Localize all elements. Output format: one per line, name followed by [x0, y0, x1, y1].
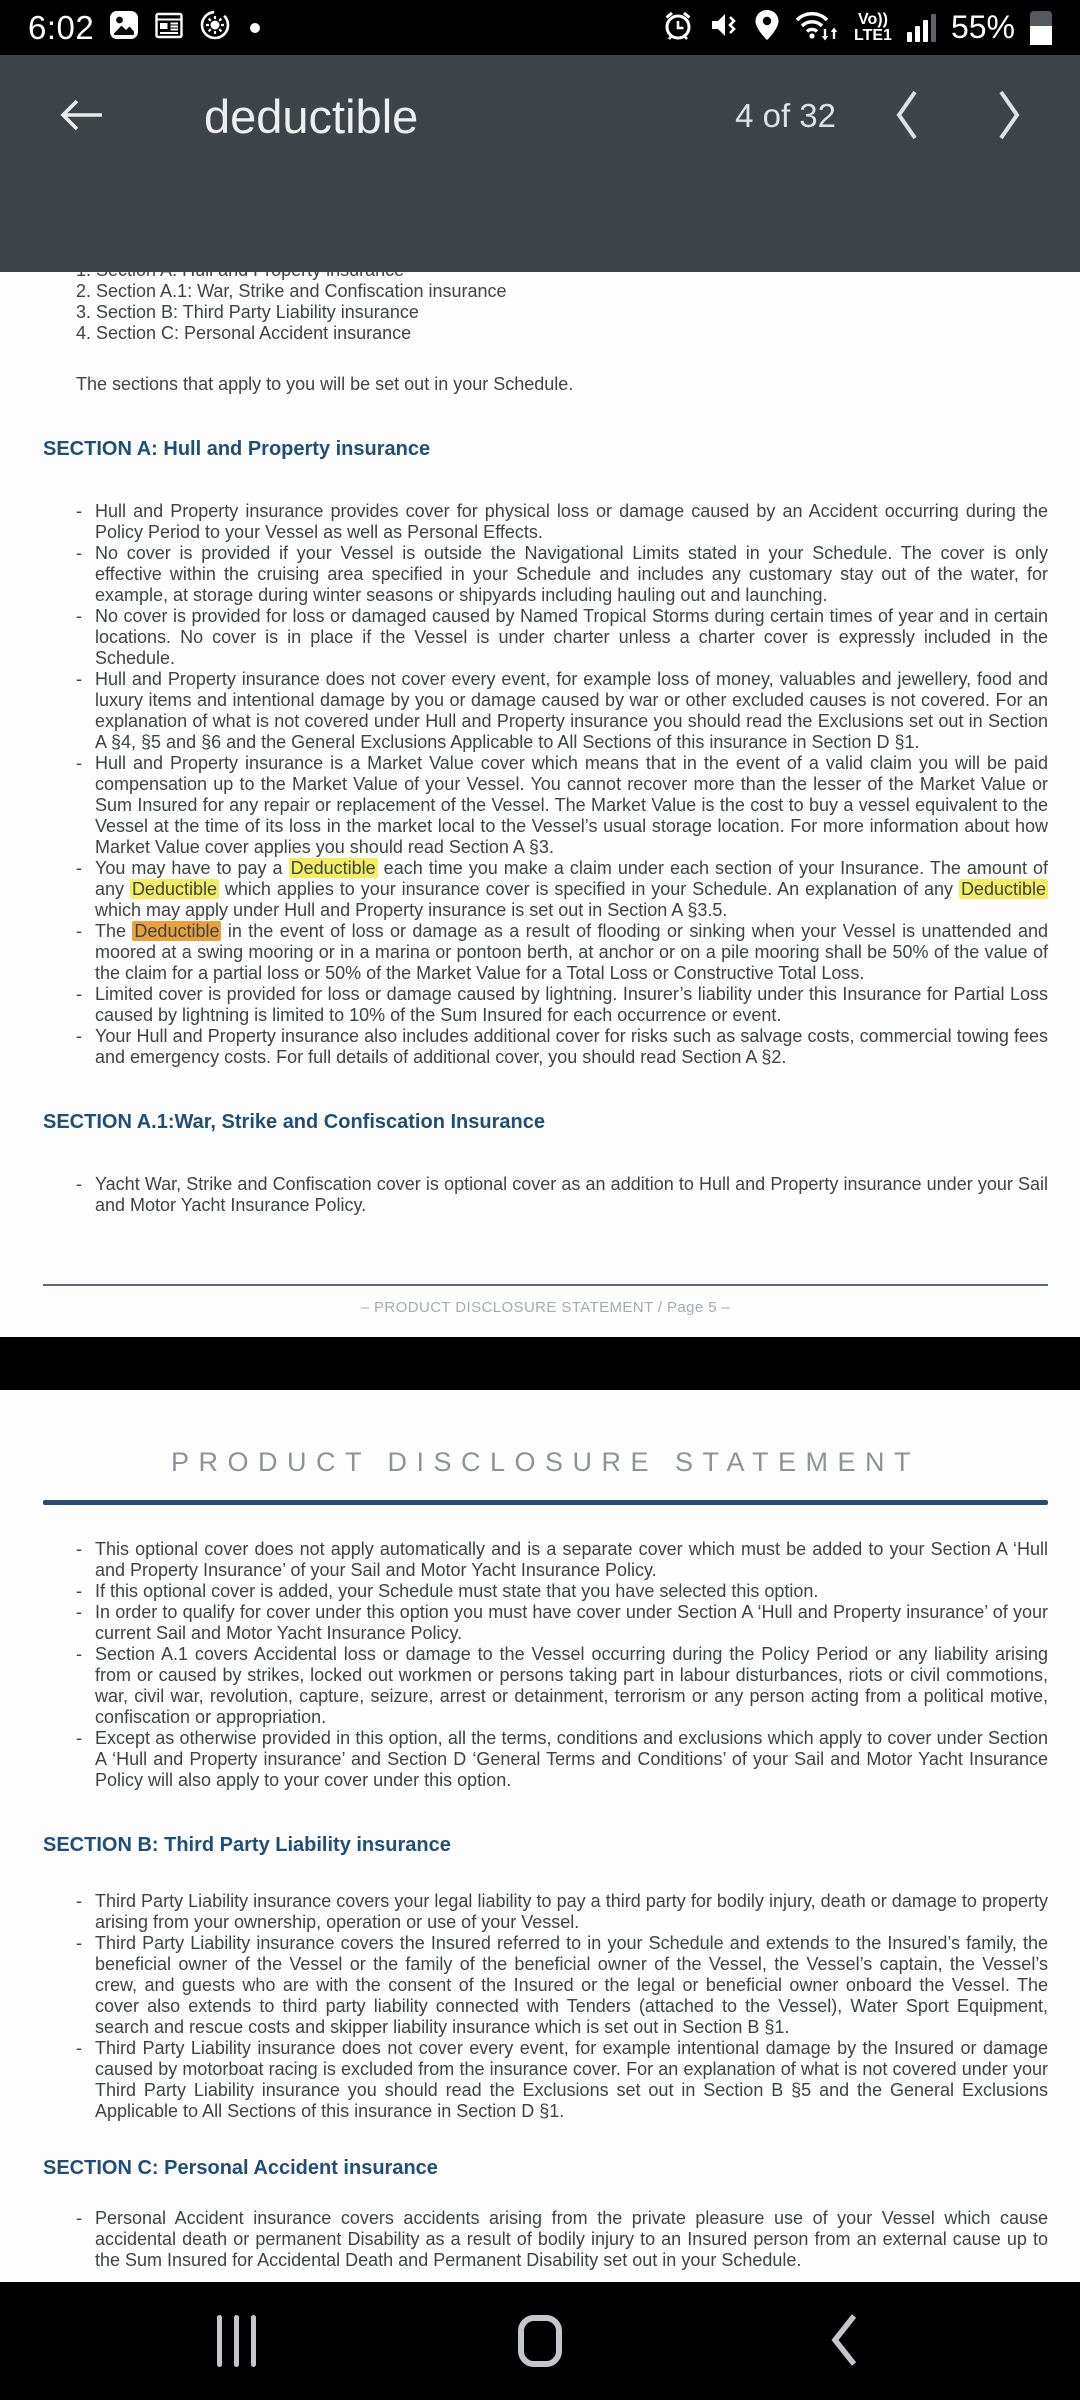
page-separator	[0, 1337, 1080, 1390]
bullet-text	[95, 1891, 1048, 1933]
bullet-text	[95, 1728, 1048, 1791]
text-segment: which applies to your insurance cover is specified in your Schedule. An explanation of any	[219, 879, 959, 899]
bullet-item	[76, 984, 1048, 1026]
numbered-list	[76, 260, 1048, 344]
bullet-text	[95, 2208, 1048, 2271]
recents-icon	[217, 2315, 256, 2367]
bullet-text	[95, 1174, 1048, 1216]
bullet-text	[95, 753, 1048, 858]
text-segment: If this optional cover is added, your Schedule must state that you have selected this option.	[95, 1581, 819, 1601]
search-toolbar	[0, 55, 1080, 272]
bullet-item	[76, 606, 1048, 669]
text-segment: in the event of loss or damage as a result of flooding or sinking when your Vessel is unattended and moored at a swing mooring or in a marina or pontoon berth, at anchor or on a pile mooring shall be 50% of the value of the claim for a partial loss or 50% of the Market Value for a Total Loss or Constructive Total Loss.	[95, 921, 1048, 983]
bullet-text	[95, 501, 1048, 543]
footer-rule	[43, 1284, 1048, 1286]
search-hit-yellow: Deductible	[960, 879, 1046, 899]
bullet-dash: -	[76, 1891, 82, 1911]
navigation-bar	[0, 2282, 1080, 2400]
back-button[interactable]	[58, 97, 104, 136]
bullet-item	[76, 1026, 1048, 1068]
status-bar-right	[662, 7, 1052, 48]
bullet-text	[95, 543, 1048, 606]
bullet-dash: -	[76, 1728, 82, 1748]
bullet-dash: -	[76, 1174, 82, 1194]
search-hit-yellow: Deductible	[290, 858, 376, 878]
signal-strength-icon	[907, 14, 936, 42]
chevron-right-icon	[996, 88, 1022, 145]
bullet-item	[76, 753, 1048, 858]
next-result-button[interactable]	[996, 88, 1022, 145]
bullet-item	[76, 543, 1048, 606]
bullet-item	[76, 921, 1048, 984]
section-heading: SECTION B: Third Party Liability insurance	[43, 1834, 451, 1856]
text-segment: Except as otherwise provided in this option, all the terms, conditions and exclusions which apply to cover under Section A ‘Hull and Property insurance’ and Section D ‘General Terms and Conditions’ of your Sail and Motor Yacht Insurance Policy will also apply to your cover under this option.	[95, 1728, 1048, 1790]
alarm-icon	[662, 9, 694, 46]
title-rule	[43, 1500, 1048, 1505]
search-hit-orange: Deductible	[134, 921, 220, 941]
text-segment: Third Party Liability insurance does not cover every event, for example intentional damage by the Insured or damage caused by motorboat racing is excluded from the insurance cover. For an explanation of what is not covered under your Third Party Liability insurance you should read the Exclusions set out in Section B §5 and the General Exclusions Applicable to All Sections of this insurance in Section D §1.	[95, 2038, 1048, 2121]
document-title: PRODUCT DISCLOSURE STATEMENT	[170, 1447, 921, 1477]
status-bar	[0, 0, 1080, 55]
bullet-list	[76, 501, 1048, 1068]
bullet-dash: -	[76, 669, 82, 689]
section-heading: SECTION A.1:War, Strike and Confiscation Insurance	[43, 1111, 545, 1133]
numbered-item: 4. Section C: Personal Accident insurance	[76, 323, 412, 343]
text-segment: You may have to pay a	[95, 858, 289, 878]
numbered-item: 3. Section B: Third Party Liability insurance	[76, 302, 419, 322]
search-hit-yellow: Deductible	[131, 879, 217, 899]
footer-text: – PRODUCT DISCLOSURE STATEMENT / Page 5 –	[360, 1299, 731, 1316]
text-segment: No cover is provided for loss or damaged caused by Named Tropical Storms during certain times of year and in certain locations. No cover is in place if the Vessel is under charter unless a charter cover is expressly included in the Schedule.	[95, 606, 1048, 668]
bullet-item	[76, 1644, 1048, 1728]
gallery-icon	[109, 10, 139, 45]
battery-icon	[1030, 11, 1052, 45]
battery-percent: 55%	[950, 9, 1015, 45]
text-segment: Yacht War, Strike and Confiscation cover is optional cover as an addition to Hull and Property insurance under your Sail and Motor Yacht Insurance Policy.	[95, 1174, 1048, 1215]
text-segment: Hull and Property insurance provides cover for physical loss or damage caused by an Accident occurring during the Policy Period to your Vessel as well as Personal Effects.	[95, 501, 1048, 542]
bullet-text	[95, 1933, 1048, 2038]
bullet-item	[76, 1174, 1048, 1216]
arrow-left-icon	[58, 97, 104, 136]
pdf-page-6	[0, 1390, 1080, 2282]
bullet-dash: -	[76, 1933, 82, 1953]
search-query[interactable]: deductible	[204, 89, 419, 143]
bullet-dash: -	[76, 1602, 82, 1622]
bullet-dash: -	[76, 984, 82, 1004]
bullet-item	[76, 2208, 1048, 2271]
bullet-item	[76, 1539, 1048, 1581]
bullet-dash: -	[76, 858, 82, 878]
bullet-dash: -	[76, 606, 82, 626]
status-bar-left	[28, 9, 260, 47]
bullet-item	[76, 1933, 1048, 2038]
bullet-text	[95, 669, 1048, 753]
bullet-dash: -	[76, 753, 82, 773]
bullet-text	[95, 1644, 1048, 1728]
bullet-text	[95, 2038, 1048, 2122]
volte-top-label: Vo))	[858, 10, 888, 28]
bullet-text	[95, 1539, 1048, 1581]
text-segment: No cover is provided if your Vessel is outside the Navigational Limits stated in your Schedule. The cover is only effective within the cruising area specified in your Schedule and includes any customary stay out of the water, for example, at storage during winter seasons or shipyards including hauling out and launching.	[95, 543, 1048, 605]
bullet-text	[95, 606, 1048, 669]
bullet-text	[95, 1581, 1048, 1602]
bullet-item	[76, 1728, 1048, 1791]
text-segment: Hull and Property insurance does not cover every event, for example loss of money, valuables and jewellery, food and luxury items and intentional damage by you or damage caused by war or other excluded causes is not covered. For an explanation of what is not covered under Hull and Property insurance you should read the Exclusions set out in Section A §4, §5 and §6 and the General Exclusions Applicable to All Sections of this insurance in Section D §1.	[95, 669, 1048, 752]
search-result-count: 4 of 32	[735, 97, 836, 134]
bullet-list	[76, 1891, 1048, 2122]
bullet-item	[76, 1581, 1048, 1602]
bullet-dash: -	[76, 2208, 82, 2228]
bullet-item	[76, 1602, 1048, 1644]
recents-button[interactable]	[206, 2311, 266, 2371]
section-heading: SECTION C: Personal Accident insurance	[43, 2157, 438, 2179]
section-heading: SECTION A: Hull and Property insurance	[43, 438, 431, 460]
news-icon	[154, 10, 184, 45]
bullet-text	[95, 1026, 1048, 1068]
text-segment: The	[95, 921, 133, 941]
text-segment: Third Party Liability insurance covers your legal liability to pay a third party for bodily injury, death or damage to property arising from your ownership, operation or use of your Vessel.	[95, 1891, 1048, 1932]
previous-result-button[interactable]	[894, 88, 920, 145]
vibrate-icon	[709, 9, 739, 46]
text-segment: which may apply under Hull and Property insurance is set out in Section A §3.5.	[95, 900, 728, 920]
bullet-item	[76, 2038, 1048, 2122]
bullet-dash: -	[76, 1539, 82, 1559]
bullet-text	[95, 858, 1048, 921]
paragraph: The sections that apply to you will be set out in your Schedule.	[76, 374, 574, 394]
text-segment: each time you make a claim under each section of your Insurance. The amount of any	[95, 858, 1048, 899]
bullet-dash: -	[76, 543, 82, 563]
text-segment: In order to qualify for cover under this option you must have cover under Section A ‘Hull and Property insurance’ of your current Sail and Motor Yacht Insurance Policy.	[95, 1602, 1048, 1643]
page-footer	[43, 1284, 1048, 1317]
bullet-text	[95, 1602, 1048, 1644]
bullet-dash: -	[76, 1644, 82, 1664]
text-segment: Section A.1 covers Accidental loss or damage to the Vessel occurring during the Policy Period or any liability arising from or caused by strikes, locked out workmen or persons taking part in labour disturbances, riots or civil commotions, war, civil war, revolution, capture, seizure, arrest or detainment, terrorism or any person acting from a political motive, confiscation or appropriation.	[95, 1644, 1048, 1727]
text-segment: Your Hull and Property insurance also includes additional cover for risks such as salvage costs, commercial towing fees and emergency costs. For full details of additional cover, you should read Section A §2.	[95, 1026, 1048, 1067]
bullet-text	[95, 984, 1048, 1026]
bullet-dash: -	[76, 1581, 82, 1601]
bullet-item	[76, 1891, 1048, 1933]
bullet-dash: -	[76, 1026, 82, 1046]
bullet-list	[76, 1174, 1048, 1216]
home-button[interactable]	[510, 2311, 570, 2371]
bullet-list	[76, 1539, 1048, 1791]
text-segment: This optional cover does not apply automatically and is a separate cover which must be added to your Section A ‘Hull and Property Insurance’ of your Sail and Motor Yacht Insurance Policy.	[95, 1539, 1048, 1580]
text-segment: Third Party Liability insurance covers the Insured referred to in your Schedule and extends to the Insured’s family, the beneficial owner of the Vessel or the family of the beneficial owner of the Vessel, the Vessel’s captain, the Vessel’s crew, and guests who are with the consent of the Insured or the legal or beneficial owner onboard the Vessel. The cover also extends to third party liability connected with Tenders (attached to the Vessel), Water Sport Equipment, search and rescue costs and skipper liability insurance which is set out in Section B §1.	[95, 1933, 1048, 2037]
wifi-icon	[795, 7, 839, 48]
bullet-list	[76, 2208, 1048, 2271]
volte-bottom-label: LTE1	[854, 26, 892, 44]
text-segment: Personal Accident insurance covers accidents arising from the private pleasure use of your Vessel which cause accidental death or permanent Disability as a result of bodily injury to an Insured person from an external cause up to the Sum Insured for Accidental Death and Permanent Disability set out in your Schedule.	[95, 2208, 1048, 2270]
bullet-item	[76, 501, 1048, 543]
bullet-dash: -	[76, 2038, 82, 2058]
bullet-dash: -	[76, 501, 82, 521]
pdf-page-5	[0, 260, 1080, 1337]
volte-indicator	[854, 12, 892, 44]
pdf-viewer[interactable]	[0, 260, 1080, 2282]
numbered-item: 1. Section A: Hull and Property insurance	[76, 260, 405, 280]
home-icon	[518, 2315, 562, 2367]
text-segment: Limited cover is provided for loss or damage caused by lightning. Insurer’s liability under this Insurance for Partial Loss caused by lightning is limited to 10% of the Sum Insured for each occurrence or event.	[95, 984, 1048, 1025]
chevron-left-icon	[894, 88, 920, 145]
search-row	[0, 55, 1080, 177]
bullet-dash: -	[76, 921, 82, 941]
bullet-item	[76, 858, 1048, 921]
numbered-item: 2. Section A.1: War, Strike and Confiscation insurance	[76, 281, 507, 301]
bullet-item	[76, 669, 1048, 753]
status-time: 6:02	[28, 8, 95, 46]
location-icon	[754, 9, 780, 46]
bullet-text	[95, 921, 1048, 984]
text-segment: Hull and Property insurance is a Market Value cover which means that in the event of a valid claim you will be paid compensation up to the Market Value of your Vessel. You cannot recover more than the lesser of the Market Value or Sum Insured for any repair or replacement of the Vessel. The Market Value is the cost to buy a vessel equivalent to the Vessel at the time of its loss in the market local to the Vessel’s usual storage location. For more information about how Market Value cover applies you should read Section A §3.	[95, 753, 1048, 857]
notification-dot	[250, 23, 260, 33]
nav-back-button[interactable]	[814, 2311, 874, 2371]
app-circle-icon	[199, 9, 231, 46]
back-icon	[827, 2311, 861, 2372]
